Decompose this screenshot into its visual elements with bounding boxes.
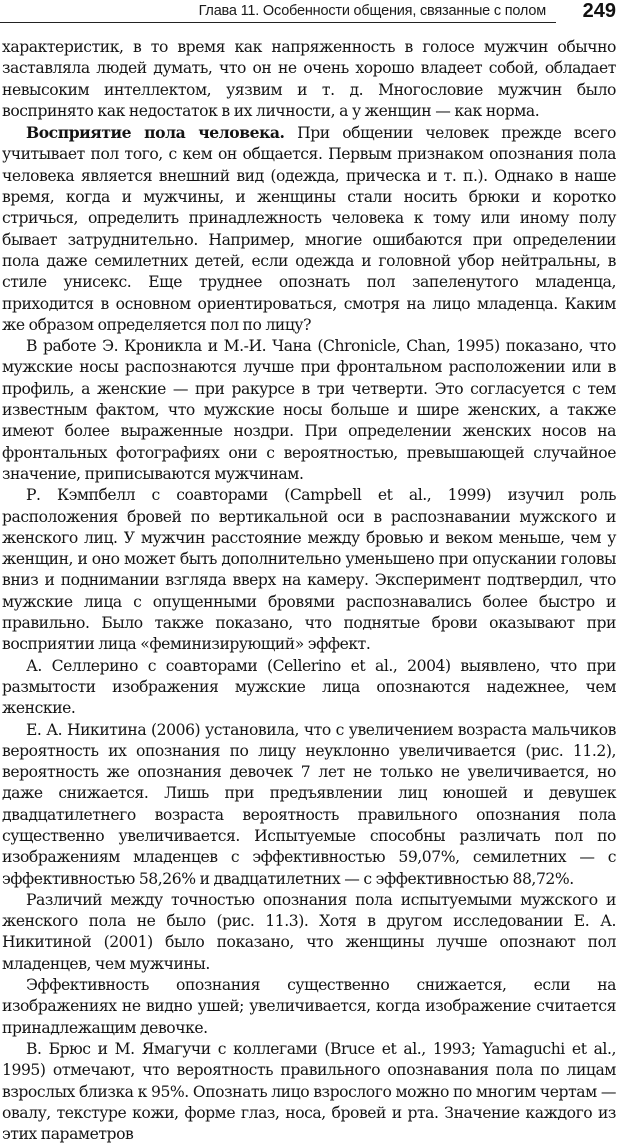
running-header — [0, 0, 620, 26]
paragraph-text: А. Селлерино с соавторами (Cellerino et al., 2004) выявлено, что при размытости изображения мужские лица опознаются надежнее, чем женские. — [2, 656, 616, 718]
paragraph-text: Р. Кэмпбелл с соавторами (Campbell et al., 1999) изучил роль расположения бровей по вертикальной оси в распознавании мужского и женского лиц. У мужчин расстояние между бровью и веком меньше, чем у женщин, и оно может быть дополнительно уменьшено при опускании головы вниз и поднимании взгляда вверх на камеру. Эксперимент подтвердил, что мужские лица с опущенными бровями распознавались более быстро и правильно. Было также показано, что поднятые брови оказывают при восприятии лица «феминизирующий» эффект. — [2, 486, 616, 654]
section-lead-heading: Восприятие пола человека. — [26, 123, 285, 143]
paragraph — [2, 890, 616, 975]
paragraph — [2, 656, 616, 720]
paragraph — [2, 1039, 616, 1145]
page-body — [2, 37, 616, 1145]
paragraph-text: В работе Э. Кроникла и М.-И. Чана (Chronicle, Chan, 1995) показано, что мужские носы распознаются лучше при фронтальном расположении или в профиль, а женские — при ракурсе в три четверти. Это согласуется с тем известным фактом, что мужские носы больше и шире женских, а также имеют более выраженные ноздри. При определении женских носов на фронтальных фотографиях они с вероятностью, превышающей случайное значение, приписываются мужчинам. — [2, 337, 616, 483]
page-number: 249 — [582, 0, 616, 22]
paragraph-text: Различий между точностью опознания пола испытуемыми мужского и женского пола не было (рис. 11.3). Хотя в другом исследовании Е. А. Никитиной (2001) было показано, что женщины лучше опознают пол младенцев, чем мужчины. — [2, 890, 616, 973]
paragraph-text: В. Брюс и М. Ямагучи с коллегами (Bruce et al., 1993; Yamaguchi et al., 1995) отмечают, что вероятность правильного опознавания пола по лицам взрослых близка к 95%. Опознать лицо взрослого можно по многим чертам — овалу, текстуре кожи, форме глаз, носа, бровей и рта. Значение каждого из этих параметров — [2, 1039, 616, 1144]
paragraph — [2, 485, 616, 655]
paragraph — [2, 37, 616, 122]
header-divider — [0, 22, 556, 23]
paragraph-text: характеристик, в то время как напряженность в голосе мужчин обычно заставляла людей думать, что он не очень хорошо владеет собой, обладает невысоким интеллектом, уязвим и т. д. Многословие мужчин было воспринято как недостаток в их личности, а у женщин — как норма. — [2, 38, 616, 120]
paragraph — [2, 975, 616, 1039]
chapter-title: Глава 11. Особенности общения, связанные с полом — [198, 3, 546, 19]
paragraph — [2, 336, 616, 485]
paragraph-text: При общении человек прежде всего учитывает пол того, с кем он общается. Первым признаком опознания пола человека является внешний вид (одежда, прическа и т. п.). Однако в наше время, когда и мужчины, и женщины стали носить брюки и коротко стричься, определить принадлежность человека к тому или иному полу бывает затруднительно. Например, многие ошибаются при определении пола даже семилетних детей, если одежда и головной убор нейтральны, в стиле унисекс. Еще труднее опознать пол запеленутого младенца, приходится в основном ориентироваться, смотря на лицо младенца. Каким же образом определяется пол по лицу? — [2, 124, 616, 334]
paragraph-text: Эффективность опознания существенно снижается, если на изображениях не видно ушей; увеличивается, когда изображение считается принадлежащим девочке. — [2, 976, 616, 1037]
paragraph-text: Е. А. Никитина (2006) установила, что с увеличением возраста мальчиков вероятность их опознания по лицу неуклонно увеличивается (рис. 11.2), вероятность же опознания девочек 7 лет не только не увеличивается, но даже снижается. Лишь при предъявлении лиц юношей и девушек двадцатилетнего возраста вероятность правильного опознания пола существенно увеличивается. Испытуемые способны различать пол по изображениям младенцев с эффективностью 59,07%, семилетних — с эффективностью 58,26% и двадцатилетних — с эффективностью 88,72%. — [2, 720, 616, 888]
paragraph — [2, 122, 616, 336]
paragraph — [2, 720, 616, 890]
